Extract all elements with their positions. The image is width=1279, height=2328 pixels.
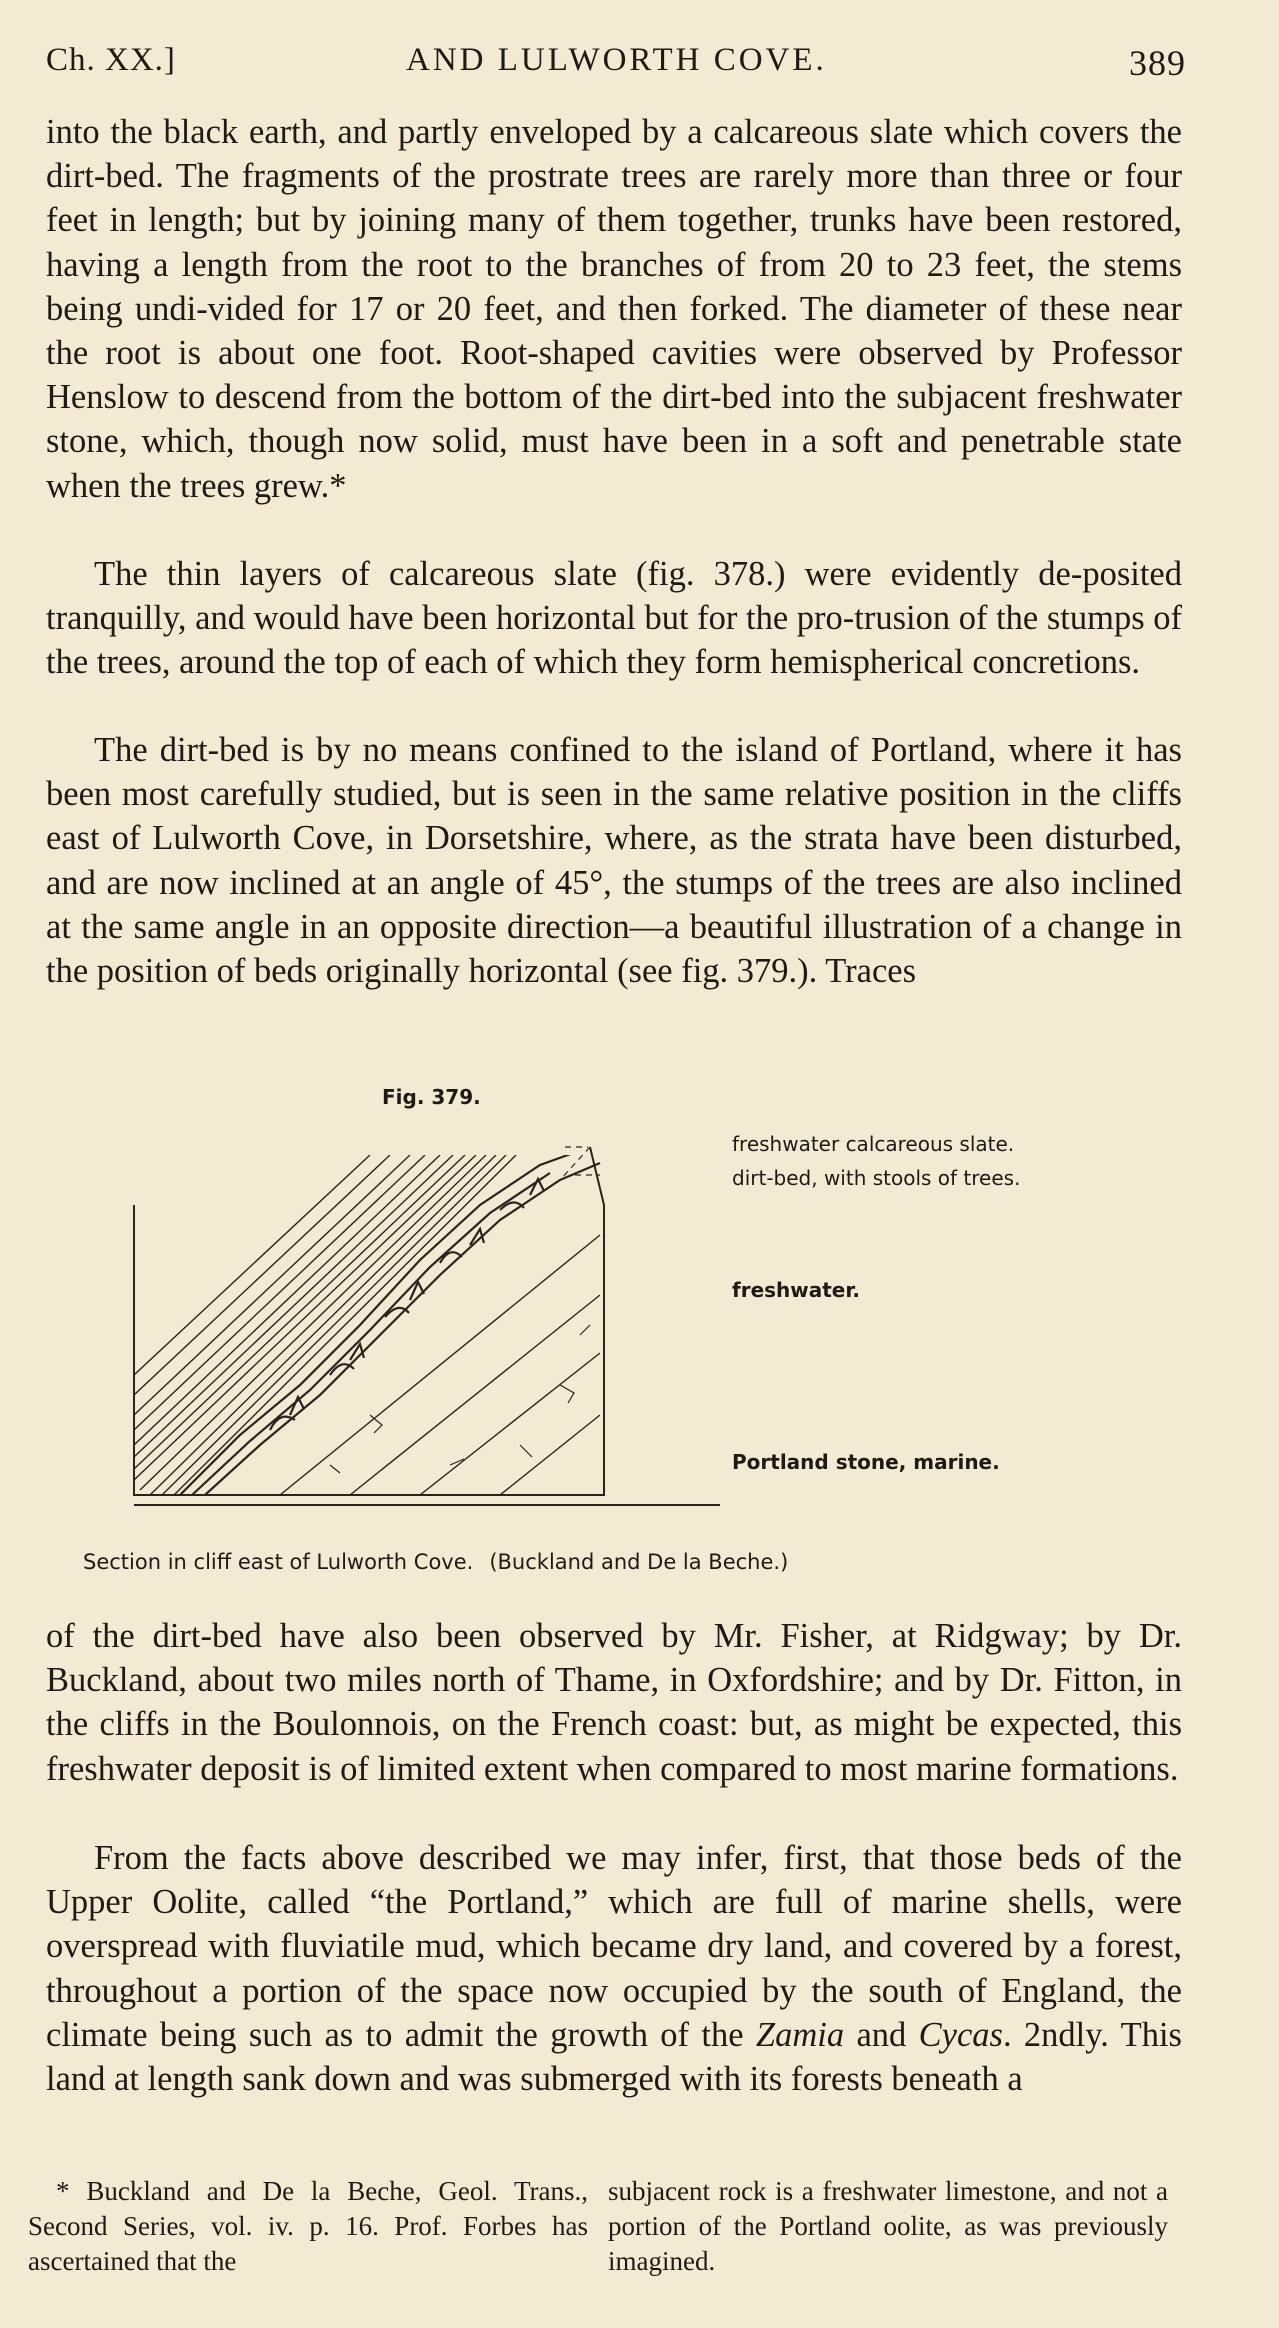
figure-379 [83, 1085, 1100, 1585]
paragraph-2: The thin layers of calcareous slate (fig. 378.) were evidently de-posited tranquilly, and would have been horizontal but for the pro-trusion of the stumps of the trees, around the top of each of which they form hemispherical concretions. [46, 555, 1183, 682]
running-header [46, 42, 1186, 92]
section-outline [134, 1147, 604, 1495]
caption-text: Section in cliff east of Lulworth Cove. [83, 1550, 474, 1574]
genus-zamia: Zamia [755, 2015, 845, 2054]
paragraph-4: of the dirt-bed have also been observed by Mr. Fisher, at Ridgway; by Dr. Buckland, about two miles north of Thame, in Oxfordshire; and by Dr. Fitton, in the cliffs in the Boulonnois, on the French coast: but, as might be expected, this freshwater deposit is of limited extent when compared to most marine formations. [46, 1617, 1182, 1788]
chapter-label: Ch. XX.] [46, 42, 176, 78]
paragraph-5-and: and [844, 2015, 919, 2054]
label-calcareous-slate: freshwater calcareous slate. [732, 1132, 1015, 1156]
paragraph-5-text-a: From the facts above described we may infer, first, that those beds of the Upper Oolite, called “the Portland,” which are full of marine shells, were overspread with fluviatile mud, which became dry land, and covered by a forest, throughout a portion of the space now occupied by the south of England, the climate being such as to admit the growth of the [46, 1839, 1182, 2054]
label-portland-stone: Portland stone, marine. [732, 1450, 1000, 1474]
footnote-right-column: subjacent rock is a freshwater limestone, and not a portion of the Portland oolite, as was previously imagined. [608, 2176, 1168, 2276]
figure-title: Fig. 379. [382, 1085, 481, 1109]
calcareous-slate-layers [134, 1155, 516, 1495]
genus-cycas: Cycas [918, 2015, 1003, 2054]
paragraph-1: into the black earth, and partly enveloped by a calcareous slate which covers the dirt-bed. The fragments of the prostrate trees are rarely more than three or four feet in length; but by joining many of them together, trunks have been restored, having a length from the root to the branches of from 20 to 23 feet, the stems being undi-vided for 17 or 20 feet, and then forked. The diameter of these near the root is about one foot. Root-shaped cavities were observed by Professor Henslow to descend from the bottom of the dirt-bed into the subjacent freshwater stone, which, though now solid, must have been in a soft and penetrable state when the trees grew.* [46, 113, 1182, 505]
paragraph-5 [46, 1836, 1182, 2101]
footnote-left-column: * Buckland and De la Beche, Geol. Trans., Second Series, vol. iv. p. 16. Prof. Forbes has ascertained that the [28, 2176, 588, 2276]
paragraph-3: The dirt-bed is by no means confined to the island of Portland, where it has been most carefully studied, but is seen in the same relative position in the cliffs east of Lulworth Cove, in Dorsetshire, where, as the strata have been disturbed, and are now inclined at an angle of 45°, the stumps of the trees are also inclined at the same angle in an opposite direction—a beautiful illustration of a change in the position of beds originally horizontal (see fig. 379.). Traces [46, 731, 1182, 991]
page-number: 389 [1129, 43, 1186, 83]
figure-caption [83, 1550, 788, 1574]
cliff-section-diagram [120, 1085, 740, 1525]
caption-citation: (Buckland and De la Beche.) [489, 1550, 789, 1574]
dirt-bed-band [180, 1147, 600, 1495]
paragraph-5-text-b: . 2ndly. This land at length sank down and was submerged with its forests beneath a [46, 2015, 1182, 2099]
label-freshwater: freshwater. [732, 1278, 860, 1302]
label-dirt-bed: dirt-bed, with stools of trees. [732, 1166, 1021, 1190]
footnotes [28, 2174, 1188, 2314]
running-title: AND LULWORTH COVE. [406, 42, 827, 78]
